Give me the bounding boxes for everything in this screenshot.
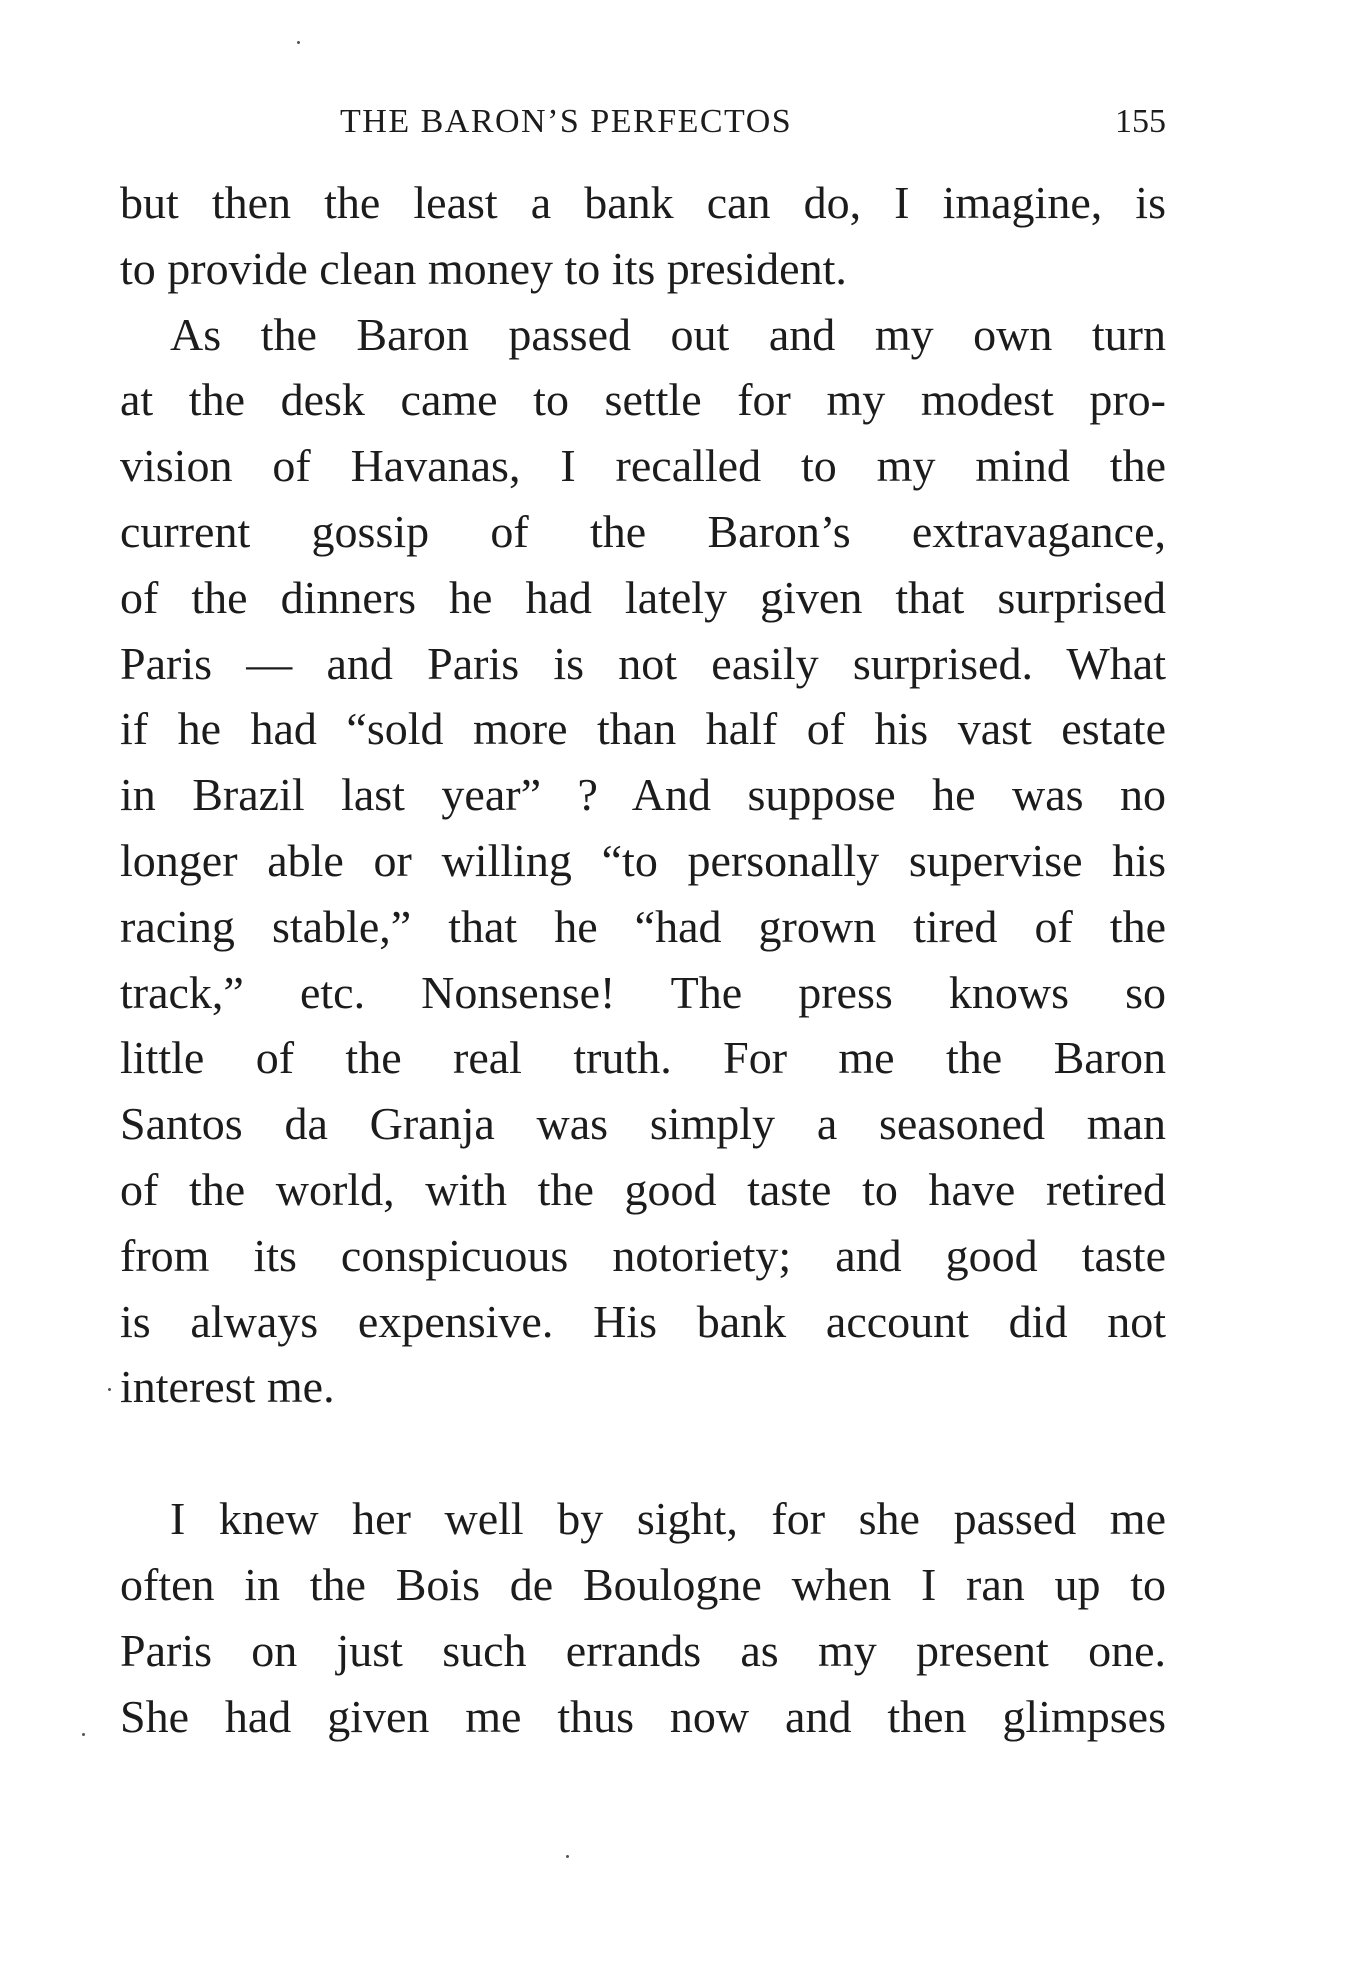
paper-speck bbox=[297, 41, 300, 44]
paper-speck bbox=[566, 1855, 569, 1858]
paragraph bbox=[120, 1486, 1166, 1749]
paper-speck bbox=[108, 1388, 111, 1391]
text-line: in Brazil last year” ? And suppose he was no bbox=[120, 769, 1166, 821]
section-break bbox=[120, 1420, 1166, 1486]
text-line: track,” etc. Nonsense! The press knows so bbox=[120, 966, 1166, 1018]
text-line: at the desk came to settle for my modest pro- bbox=[120, 374, 1166, 426]
running-title: THE BARON’S PERFECTOS bbox=[340, 103, 793, 140]
text-line: interest me. bbox=[120, 1361, 335, 1413]
text-line: often in the Bois de Boulogne when I ran up to bbox=[120, 1558, 1166, 1610]
text-line: Paris on just such errands as my present one. bbox=[120, 1624, 1166, 1676]
text-line: is always expensive. His bank account did not bbox=[120, 1295, 1166, 1347]
text-line: little of the real truth. For me the Baron bbox=[120, 1032, 1166, 1084]
text-line: to provide clean money to its president. bbox=[120, 242, 847, 294]
text-line: current gossip of the Baron’s extravagance, bbox=[120, 505, 1166, 557]
paper-speck bbox=[82, 1733, 85, 1736]
text-line: if he had “sold more than half of his vast estate bbox=[120, 703, 1166, 755]
text-line: longer able or willing “to personally supervise his bbox=[120, 834, 1166, 886]
text-line: of the world, with the good taste to have retired bbox=[120, 1163, 1166, 1215]
text-line: Santos da Granja was simply a seasoned man bbox=[120, 1098, 1166, 1150]
text-line: racing stable,” that he “had grown tired of the bbox=[120, 900, 1166, 952]
text-line: She had given me thus now and then glimpses bbox=[120, 1690, 1166, 1742]
text-line: vision of Havanas, I recalled to my mind the bbox=[120, 440, 1166, 492]
text-line: I knew her well by sight, for she passed me bbox=[170, 1493, 1166, 1545]
text-line: Paris — and Paris is not easily surprised. What bbox=[120, 637, 1166, 689]
body-text bbox=[120, 170, 1166, 1749]
text-line: but then the least a bank can do, I imagine, is bbox=[120, 177, 1166, 228]
page-number: 155 bbox=[1115, 103, 1166, 140]
text-line: As the Baron passed out and my own turn bbox=[170, 308, 1166, 360]
text-line: of the dinners he had lately given that surprised bbox=[120, 571, 1166, 623]
page-header bbox=[120, 103, 1166, 163]
paragraph bbox=[120, 302, 1166, 1421]
paragraph bbox=[120, 170, 1166, 302]
text-line: from its conspicuous notoriety; and good taste bbox=[120, 1229, 1166, 1281]
